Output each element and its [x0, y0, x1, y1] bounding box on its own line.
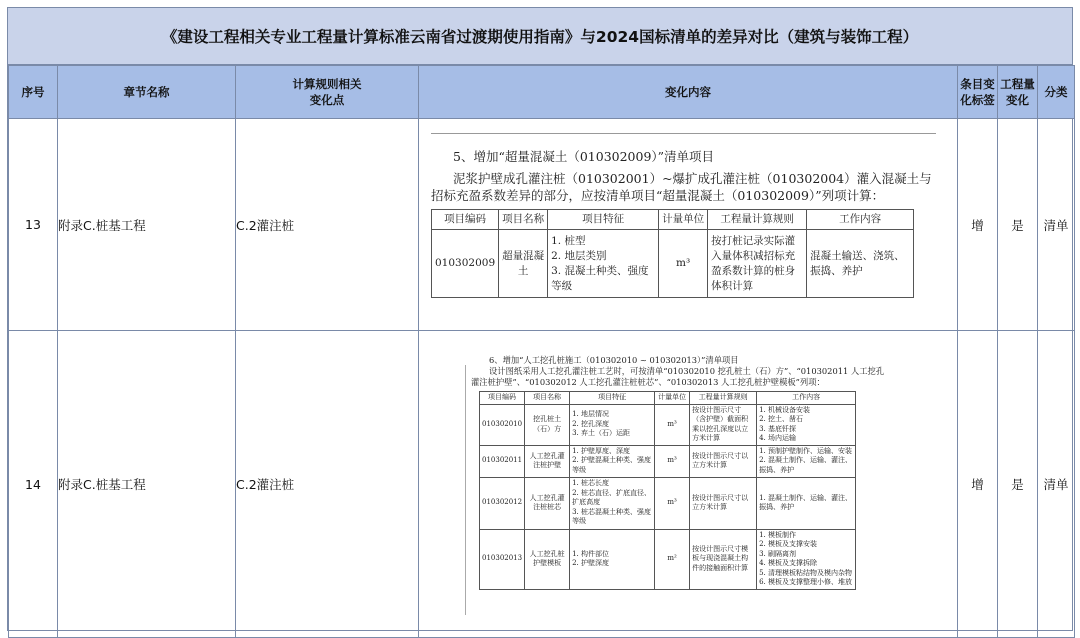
clause-unit: m³: [655, 404, 690, 445]
clause-table: [431, 209, 914, 298]
clause-rule: 按设计图示尺寸以立方米计算: [690, 445, 757, 477]
clause-table-row: [480, 404, 856, 445]
feature-line: 2. 护壁深度: [572, 559, 609, 567]
figure-body: 泥浆护壁成孔灌注桩（010302001）~爆扩成孔灌注桩（010302004）灌入混凝土与招标充盈系数差异的部分，应按清单项目“超量混凝土（010302009）”列项计算：: [431, 171, 932, 203]
feature-line: 1. 地层情况: [572, 410, 609, 419]
row-tag: 增: [958, 331, 998, 638]
clause-work: [757, 404, 856, 445]
comparison-table: [8, 65, 1075, 638]
header-rule-line1: 计算规则相关: [292, 77, 362, 91]
clause-unit: m³: [655, 445, 690, 477]
row-content: [419, 119, 958, 331]
clause-th: 工程量计算规则: [708, 210, 807, 230]
header-content: 变化内容: [419, 66, 958, 119]
clause-th: 项目特征: [548, 210, 659, 230]
clause-rule: 按设计图示尺寸以立方米计算: [690, 477, 757, 529]
clause-table-header: [432, 210, 914, 230]
clause-th: 工程量计算规则: [690, 392, 757, 405]
clause-code: 010302011: [480, 445, 525, 477]
header-chapter: 章节名称: [58, 66, 236, 119]
clause-features: [570, 445, 655, 477]
clause-table-row: [432, 230, 914, 298]
comparison-sheet: [7, 7, 1073, 631]
sheet-title: 《建设工程相关专业工程量计算标准云南省过渡期使用指南》与2024国标清单的差异对比（建筑与装饰工程）: [8, 8, 1072, 65]
clause-unit: m²: [655, 529, 690, 589]
work-line: 3. 基底钎探: [759, 424, 796, 433]
clause-table-row: [480, 445, 856, 477]
clause-work: [757, 477, 856, 529]
clause-name: 人工挖孔灌注桩护壁: [525, 445, 570, 477]
clause-th: 项目编码: [432, 210, 499, 230]
work-line: 1. 模板制作: [759, 530, 796, 539]
row-rule: C.2灌注桩: [236, 119, 419, 331]
clause-work: [757, 529, 856, 589]
clause-th: 项目名称: [525, 392, 570, 405]
row-category: 清单: [1038, 119, 1075, 331]
row-chapter: 附录C.桩基工程: [58, 119, 236, 331]
clause-code: 010302009: [432, 230, 499, 298]
clause-table-header: [480, 392, 856, 405]
feature-line: 2. 地层类别: [551, 249, 607, 262]
figure-divider: [431, 133, 936, 134]
clause-name: 超量混凝土: [499, 230, 548, 298]
clause-code: 010302010: [480, 404, 525, 445]
row-no: 13: [9, 119, 58, 331]
clause-table: [479, 391, 856, 590]
clause-table-row: [480, 477, 856, 529]
feature-line: 1. 桩型: [551, 234, 586, 247]
feature-line: 1. 构件部位: [572, 549, 609, 558]
row-qty: 是: [998, 331, 1038, 638]
header-qty-line1: 工程量: [1000, 77, 1035, 91]
table-row: [9, 119, 1075, 331]
clause-features: [570, 529, 655, 589]
row-rule: C.2灌注桩: [236, 331, 419, 638]
figure-heading: 6、增加“人工挖孔桩施工（010302010 ~ 010302013）”清单项目: [489, 355, 739, 365]
work-line: 2. 模板及支撑安装: [759, 540, 817, 548]
work-line: 2. 挖土、凿石: [759, 415, 803, 423]
feature-line: 3. 弃土（石）运距: [572, 429, 630, 438]
figure-body: 设计图纸采用人工挖孔灌注桩工艺时，可按清单“010302010 挖孔桩土（石）方”、“010302011 人工挖孔灌注桩护壁”、“010302012 人工挖孔灌注桩桩芯”、“010302013 人工挖孔桩护壁模板”列项：: [471, 366, 885, 387]
clause-table-row: [480, 529, 856, 589]
clause-rule: 按打桩记录实际灌入量体积减招标充盈系数计算的桩身体积计算: [708, 230, 807, 298]
clause-figure: [431, 133, 936, 298]
clause-features: [548, 230, 659, 298]
clause-rule: 按设计图示尺寸模板与现浇混凝土构件的接触面积计算: [690, 529, 757, 589]
clause-th: 工作内容: [807, 210, 914, 230]
clause-th: 计量单位: [655, 392, 690, 405]
clause-th: 项目编码: [480, 392, 525, 405]
work-line: 2. 混凝土制作、运输、灌注、振捣、养护: [759, 456, 852, 474]
work-line: 4. 场内运输: [759, 434, 796, 442]
clause-work: 混凝土输送、浇筑、振捣、养护: [807, 230, 914, 298]
work-line: 1. 预制护壁制作、运输、安装: [759, 446, 852, 455]
feature-line: 3. 桩芯混凝土种类、强度等级: [572, 507, 651, 526]
clause-th: 项目名称: [499, 210, 548, 230]
row-tag: 增: [958, 119, 998, 331]
clause-rule: 按设计图示尺寸（含护壁）截面积乘以挖孔深度以立方米计算: [690, 404, 757, 445]
clause-unit: m³: [655, 477, 690, 529]
header-tag: [958, 66, 998, 119]
header-tag-line1: 条目变: [960, 77, 995, 91]
work-line: 1. 混凝土制作、运输、灌注、振捣、养护: [759, 493, 852, 511]
work-line: 3. 刷隔离剂: [759, 549, 796, 558]
work-line: 5. 清理模板粘结物及模内杂物: [759, 568, 852, 577]
figure-heading: 5、增加“超量混凝土（010302009）”清单项目: [453, 149, 715, 164]
figure-margin-line: [465, 365, 466, 615]
clause-figure: [471, 355, 889, 590]
header-rule-line2: 变化点: [309, 93, 345, 107]
row-chapter: 附录C.桩基工程: [58, 331, 236, 638]
header-rule: [236, 66, 419, 119]
clause-work: [757, 445, 856, 477]
row-content: [419, 331, 958, 638]
work-line: 4. 模板及支撑拆除: [759, 559, 817, 567]
row-category: 清单: [1038, 331, 1075, 638]
feature-line: 2. 挖孔深度: [572, 419, 609, 428]
clause-th: 计量单位: [659, 210, 708, 230]
clause-th: 工作内容: [757, 392, 856, 405]
row-no: 14: [9, 331, 58, 638]
feature-line: 1. 护壁厚度、深度: [572, 446, 630, 455]
clause-th: 项目特征: [570, 392, 655, 405]
clause-code: 010302012: [480, 477, 525, 529]
clause-features: [570, 477, 655, 529]
feature-line: 3. 混凝土种类、强度等级: [551, 264, 649, 292]
header-category: 分类: [1038, 66, 1075, 119]
clause-name: 人工挖孔桩护壁模板: [525, 529, 570, 589]
clause-name: 人工挖孔灌注桩桩芯: [525, 477, 570, 529]
clause-code: 010302013: [480, 529, 525, 589]
header-qty-line2: 变化: [1006, 93, 1029, 107]
clause-name: 挖孔桩土（石）方: [525, 404, 570, 445]
work-line: 1. 机械设备安装: [759, 405, 810, 414]
work-line: 6. 模板及支撑整理小修、堆放: [759, 578, 852, 586]
row-qty: 是: [998, 119, 1038, 331]
clause-features: [570, 404, 655, 445]
header-no: 序号: [9, 66, 58, 119]
header-row: [9, 66, 1075, 119]
feature-line: 1. 桩芯长度: [572, 479, 609, 488]
table-row: [9, 331, 1075, 638]
header-qty: [998, 66, 1038, 119]
clause-unit: m³: [659, 230, 708, 298]
feature-line: 2. 护壁混凝土种类、强度等级: [572, 456, 651, 474]
feature-line: 2. 桩芯直径、扩底直径、扩底高度: [572, 488, 651, 507]
header-tag-line2: 化标签: [960, 93, 995, 107]
